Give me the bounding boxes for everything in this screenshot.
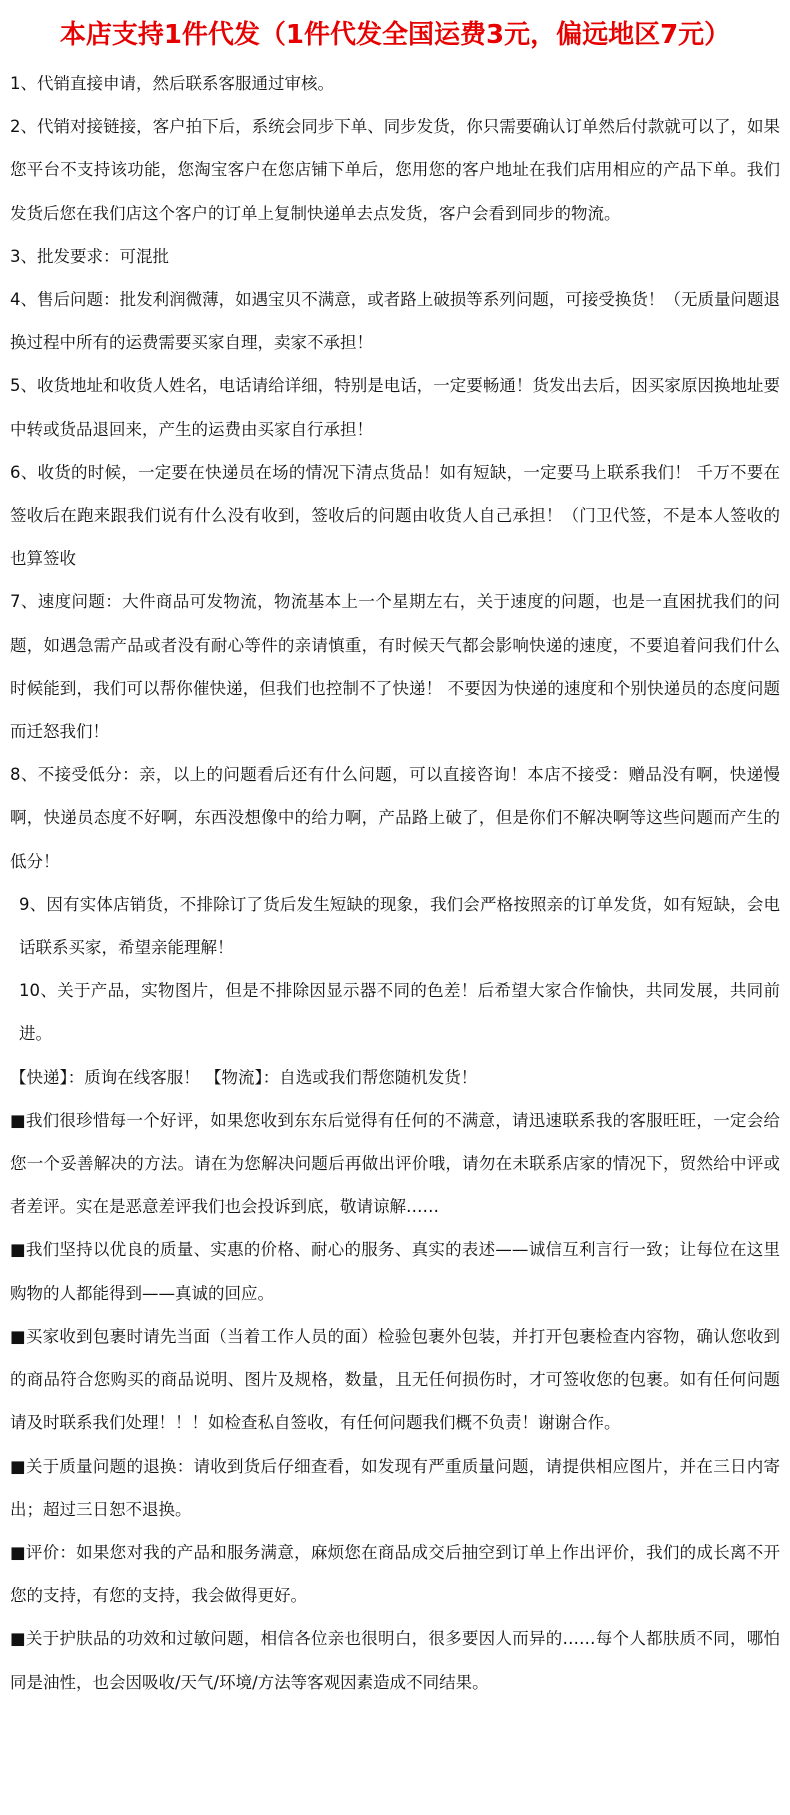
review-policy: ■我们很珍惜每一个好评，如果您收到东东后觉得有任何的不满意，请迅速联系我的客服旺旺，一定会给您一个妥善解决的方法。请在为您解决问题后再做出评价哦，请勿在未联系店家的情况下，贸然给中评或者差评。实在是恶意差评我们也会投诉到底，敬请谅解…… [10,1110,780,1217]
rule-item-6: 6、收货的时候，一定要在快递员在场的情况下清点货品！如有短缺，一定要马上联系我们！ 千万不要在签收后在跑来跟我们说有什么没有收到，签收后的问题由收货人自己承担！（门卫代签，不是本人签收的也算签收 [10,462,780,569]
shipping-note: 【快递】：质询在线客服！ 【物流】：自选或我们帮您随机发货！ [10,1067,478,1087]
package-inspection: ■买家收到包裹时请先当面（当着工作人员的面）检验包裹外包装，并打开包裹检查内容物，确认您收到的商品符合您购买的商品说明、图片及规格，数量，且无任何损伤时，才可签收您的包裹。如有任何问题请及时联系我们处理！！！如检查私自签收，有任何问题我们概不负责！谢谢合作。 [10,1326,780,1433]
rule-item-7: 7、速度问题：大件商品可发物流，物流基本上一个星期左右，关于速度的问题，也是一直困扰我们的问题，如遇急需产品或者没有耐心等件的亲请慎重，有时候天气都会影响快递的速度，不要追着问我们什么时候能到，我们可以帮你催快递，但我们也控制不了快递！ 不要因为快递的速度和个别快递员的态度问题而迁怒我们！ [10,592,780,742]
notice-content [10,62,780,1704]
rule-item-9: 9、因有实体店销货，不排除订了货后发生短缺的现象，我们会严格按照亲的订单发货，如有短缺，会电话联系买家，希望亲能理解！ [19,894,780,958]
rule-item-2: 2、代销对接链接，客户拍下后，系统会同步下单、同步发货，你只需要确认订单然后付款就可以了，如果您平台不支持该功能，您淘宝客户在您店铺下单后，您用您的客户地址在我们店用相应的产品下单。我们发货后您在我们店这个客户的订单上复制快递单去点发货，客户会看到同步的物流。 [10,117,780,223]
rule-item-1: 1、代销直接申请，然后联系客服通过审核。 [10,74,334,93]
quality-return: ■关于质量问题的退换：请收到货后仔细查看，如发现有严重质量问题，请提供相应图片，并在三日内寄出；超过三日恕不退换。 [10,1456,780,1519]
rule-item-10: 10、关于产品，实物图片，但是不排除因显示器不同的色差！后希望大家合作愉快，共同发展，共同前进。 [19,981,780,1044]
rule-item-8: 8、不接受低分：亲，以上的问题看后还有什么问题，可以直接咨询！本店不接受：赠品没有啊，快递慢啊，快递员态度不好啊，东西没想像中的给力啊，产品路上破了，但是你们不解决啊等这些问题而产生的低分！ [10,765,780,871]
rule-item-5: 5、收货地址和收货人姓名，电话请给详细，特别是电话，一定要畅通！货发出去后，因买家原因换地址要中转或货品退回来，产生的运费由买家自行承担！ [10,376,780,439]
rule-item-3: 3、批发要求：可混批 [10,246,169,266]
feedback-request: ■评价：如果您对我的产品和服务满意，麻烦您在商品成交后抽空到订单上作出评价，我们的成长离不开您的支持，有您的支持，我会做得更好。 [10,1542,780,1606]
skincare-note: ■关于护肤品的功效和过敏问题，相信各位亲也很明白，很多要因人而异的……每个人都肤质不同，哪怕同是油性，也会因吸收/天气/环境/方法等客观因素造成不同结果。 [10,1629,780,1692]
page-title: 本店支持1件代发（1件代发全国运费3元，偏远地区7元） [59,20,731,50]
rule-item-4: 4、售后问题：批发利润微薄，如遇宝贝不满意，或者路上破损等系列问题，可接受换货！（无质量问题退换过程中所有的运费需要买家自理，卖家不承担！ [10,290,780,353]
service-promise: ■我们坚持以优良的质量、实惠的价格、耐心的服务、真实的表述——诚信互利言行一致；让每位在这里购物的人都能得到——真诚的回应。 [10,1240,780,1303]
